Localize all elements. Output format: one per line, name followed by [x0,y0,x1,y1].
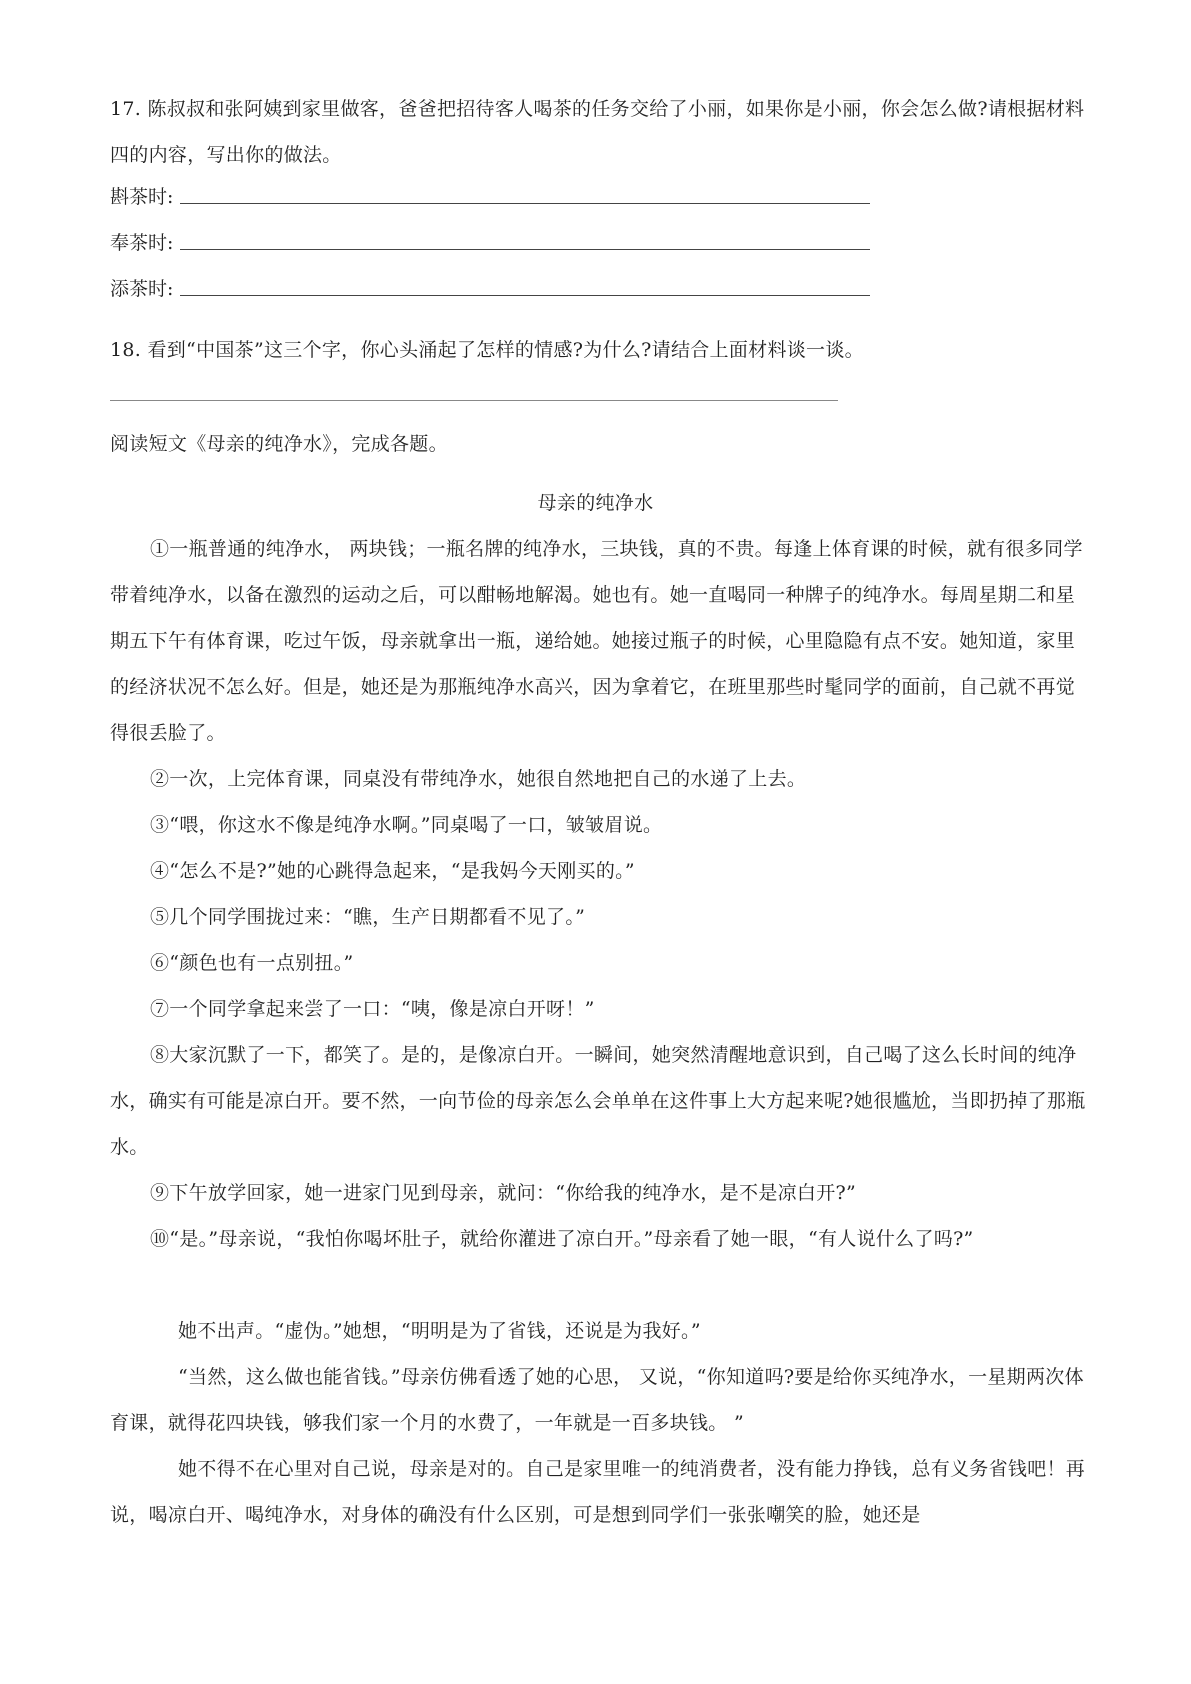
answer-row-pouring [110,182,173,212]
paragraph-9: ⑨下午放学回家，她一进家门见到母亲，就问：“你给我的纯净水，是不是凉白开?” [150,1182,857,1204]
answer-blank-line[interactable] [110,400,838,401]
paragraph-6: ⑥“颜色也有一点别扭。” [150,952,354,974]
paragraph-8: ⑧大家沉默了一下，都笑了。是的，是像凉白开。一瞬间，她突然清醒地意识到，自己喝了这么长时间的纯净水，确实有可能是凉白开。要不然，一向节俭的母亲怎么会单单在这件事上大方起来呢?她很尴尬，当即扔掉了那瓶水。 [110,1044,1086,1158]
answer-blank-line[interactable] [180,249,870,250]
answer-label: 斟茶时: [110,186,174,208]
paragraph-13: 她不得不在心里对自己说，母亲是对的。自己是家里唯一的纯消费者，没有能力挣钱，总有义务省钱吧！再说，喝凉白开、喝纯净水，对身体的确没有什么区别，可是想到同学们一张张嘲笑的脸，她还是 [110,1458,1086,1526]
answer-blank-line[interactable] [180,295,870,296]
answer-row-refilling [110,274,173,304]
question-18: 18. 看到“中国茶”这三个字，你心头涌起了怎样的情感?为什么?请结合上面材料谈一谈。 [110,339,864,361]
question-17: 17. 陈叔叔和张阿姨到家里做客，爸爸把招待客人喝茶的任务交给了小丽，如果你是小丽，你会怎么做?请根据材料四的内容，写出你的做法。 [110,98,1085,166]
answer-label: 奉茶时: [110,232,174,254]
paragraph-1: ①一瓶普通的纯净水， 两块钱；一瓶名牌的纯净水，三块钱，真的不贵。每逢上体育课的时候，就有很多同学带着纯净水，以备在激烈的运动之后，可以酣畅地解渴。她也有。她一直喝同一种牌子的纯净水。每周星期二和星期五下午有体育课，吃过午饭，母亲就拿出一瓶，递给她。她接过瓶子的时候，心里隐隐有点不安。她知道，家里的经济状况不怎么好。但是，她还是为那瓶纯净水高兴，因为拿着它，在班里那些时髦同学的面前，自己就不再觉得很丢脸了。 [110,538,1083,744]
passage-title: 母亲的纯净水 [537,492,654,514]
paragraph-2: ②一次，上完体育课，同桌没有带纯净水，她很自然地把自己的水递了上去。 [150,768,807,790]
answer-blank-line[interactable] [180,203,870,204]
paragraph-5: ⑤几个同学围拢过来：“瞧，生产日期都看不见了。” [150,906,586,928]
paragraph-11: 她不出声。“虚伪。”她想，“明明是为了省钱，还说是为我好。” [178,1320,701,1342]
paragraph-7: ⑦一个同学拿起来尝了一口：“咦，像是凉白开呀！” [150,998,595,1020]
reading-intro: 阅读短文《母亲的纯净水》，完成各题。 [110,433,448,455]
answer-label: 添茶时: [110,278,174,300]
paragraph-3: ③“喂，你这水不像是纯净水啊。”同桌喝了一口，皱皱眉说。 [150,814,663,836]
paragraph-4: ④“怎么不是?”她的心跳得急起来，“是我妈今天刚买的。” [150,860,635,882]
paragraph-10: ⑩“是。”母亲说，“我怕你喝坏肚子，就给你灌进了凉白开。”母亲看了她一眼，“有人说什么了吗?” [150,1228,974,1250]
answer-row-serving [110,228,173,258]
paragraph-12: “当然，这么做也能省钱。”母亲仿佛看透了她的心思， 又说，“你知道吗?要是给你买纯净水，一星期两次体育课，就得花四块钱，够我们家一个月的水费了，一年就是一百多块钱。 ” [110,1366,1084,1434]
